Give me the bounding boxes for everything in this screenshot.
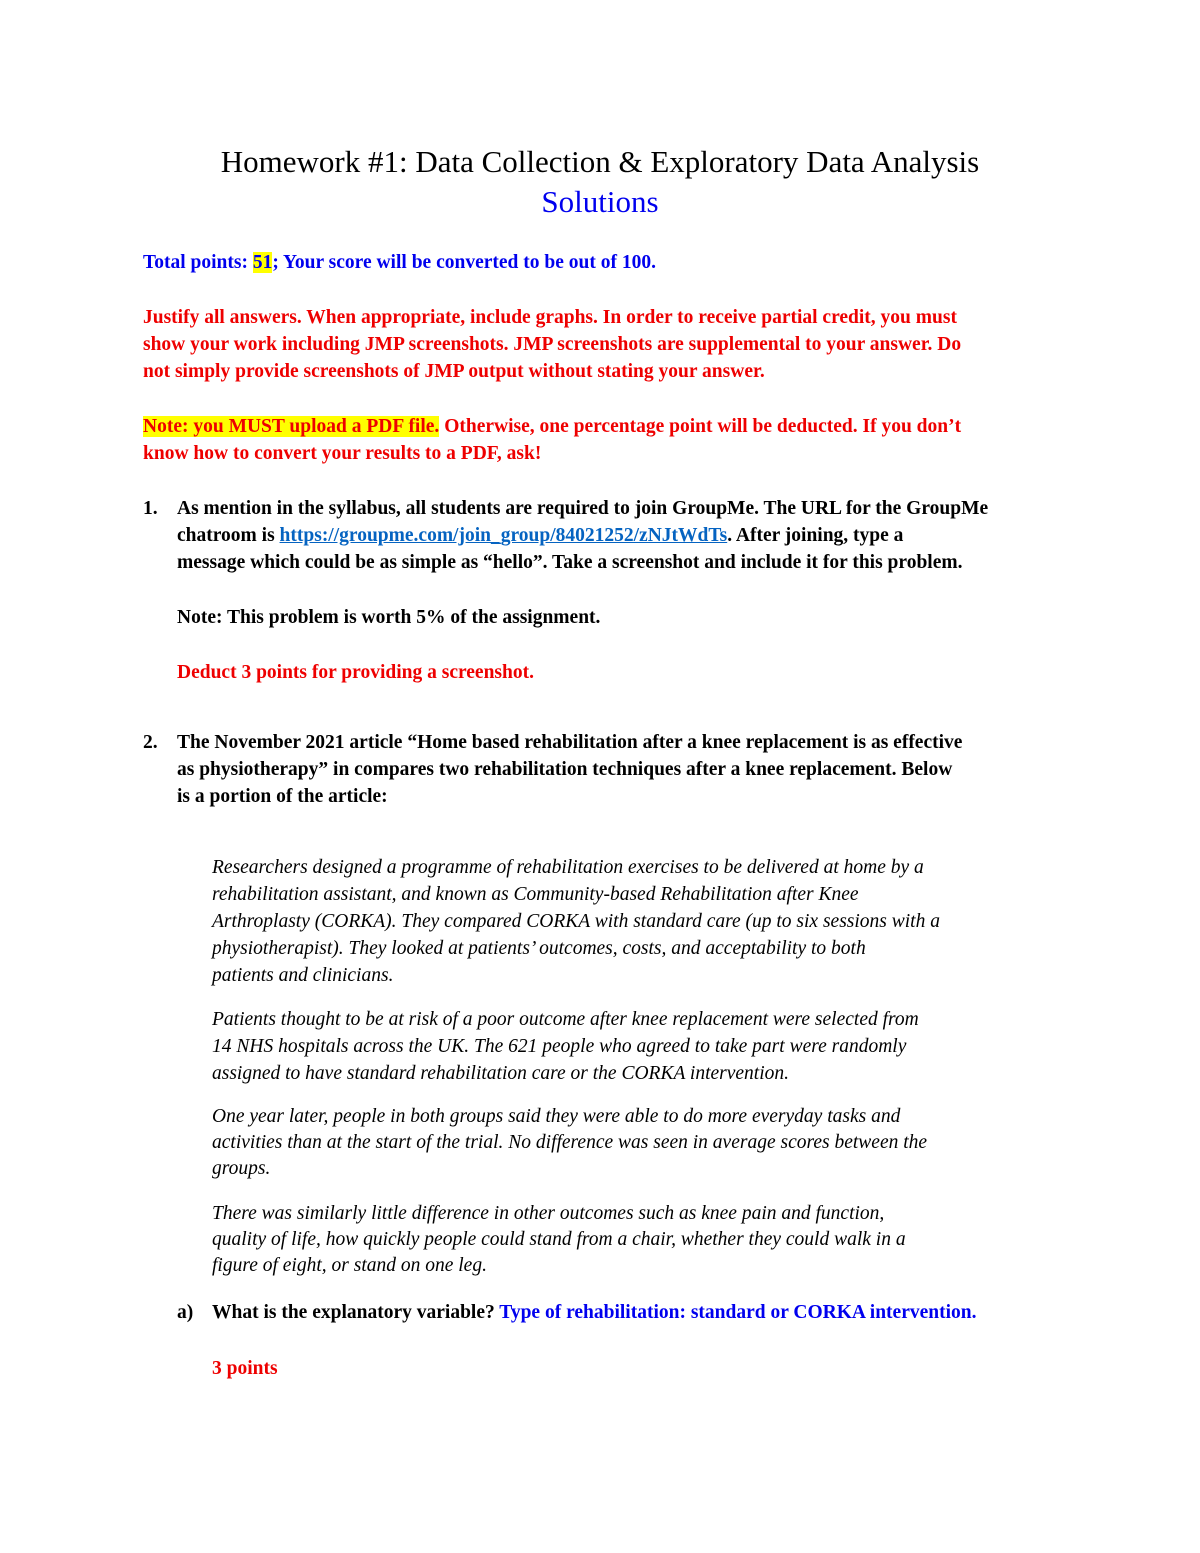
pdf-note-highlight: Note: you MUST upload a PDF file. [143,416,440,437]
question-2a-points: 3 points [212,1358,278,1379]
quote-p1-line-4: physiotherapist). They looked at patients’ outcomes, costs, and acceptability to both [212,938,866,959]
quote-p1-line-1: Researchers designed a programme of rehabilitation exercises to be delivered at home by a [212,857,924,878]
question-2-number: 2. [143,732,158,753]
question-1-line-3: message which could be as simple as “hello”. Take a screenshot and include it for this problem. [177,552,963,573]
pdf-note-line-1 [143,413,961,440]
justify-line-2: show your work including JMP screenshots. JMP screenshots are supplemental to your answer. Do [143,334,962,355]
question-1-line-2 [177,522,903,549]
total-points-value: 51 [252,252,273,273]
question-1-line-1: As mention in the syllabus, all students are required to join GroupMe. The URL for the GroupMe [177,498,989,519]
quote-p3-line-1: One year later, people in both groups said they were able to do more everyday tasks and [212,1106,901,1127]
quote-p3-line-2: activities than at the start of the trial. No difference was seen in average scores between the [212,1132,928,1153]
quote-p4-line-3: figure of eight, or stand on one leg. [212,1255,487,1276]
question-1-line-2-pre: chatroom is [177,525,280,546]
question-2-line-1: The November 2021 article “Home based rehabilitation after a knee replacement is as effective [177,732,963,753]
question-1-number: 1. [143,498,158,519]
quote-p4-line-2: quality of life, how quickly people could stand from a chair, whether they could walk in a [212,1229,906,1250]
pdf-note-rest: Otherwise, one percentage point will be deducted. If you don’t [439,416,962,437]
question-2-line-3: is a portion of the article: [177,786,388,807]
question-2-line-2: as physiotherapy” in compares two rehabilitation techniques after a knee replacement. Below [177,759,953,780]
quote-p2-line-3: assigned to have standard rehabilitation care or the CORKA intervention. [212,1063,790,1084]
question-1-line-2-post: . After joining, type a [727,525,904,546]
page-subtitle: Solutions [541,184,659,219]
question-1-deduct: Deduct 3 points for providing a screenshot. [177,662,534,683]
quote-p3-line-3: groups. [212,1158,271,1179]
question-2a-question: What is the explanatory variable? [212,1302,500,1323]
quote-p2-line-2: 14 NHS hospitals across the UK. The 621 people who agreed to take part were randomly [212,1036,907,1057]
quote-p1-line-2: rehabilitation assistant, and known as Community-based Rehabilitation after Knee [212,884,859,905]
groupme-link[interactable]: https://groupme.com/join_group/84021252/zNJtWdTs [279,525,728,546]
quote-p4-line-1: There was similarly little difference in other outcomes such as knee pain and function, [212,1203,885,1224]
justify-line-1: Justify all answers. When appropriate, include graphs. In order to receive partial credit, you must [143,307,957,328]
quote-p1-line-5: patients and clinicians. [212,965,394,986]
quote-p2-line-1: Patients thought to be at risk of a poor outcome after knee replacement were selected from [212,1009,919,1030]
question-1-note: Note: This problem is worth 5% of the assignment. [177,607,601,628]
question-2a-answer: Type of rehabilitation: standard or CORKA intervention. [499,1302,977,1323]
total-points-label: Total points: [143,252,253,273]
total-points-line [143,249,656,276]
question-2a-label: a) [177,1302,194,1323]
quote-p1-line-3: Arthroplasty (CORKA). They compared CORKA with standard care (up to six sessions with a [212,911,940,932]
pdf-note-line-2: know how to convert your results to a PDF, ask! [143,443,542,464]
page-title: Homework #1: Data Collection & Exploratory Data Analysis [220,144,980,179]
total-points-suffix: ; Your score will be converted to be out of 100. [272,252,656,273]
question-2a-line [212,1299,977,1326]
justify-line-3: not simply provide screenshots of JMP output without stating your answer. [143,361,765,382]
